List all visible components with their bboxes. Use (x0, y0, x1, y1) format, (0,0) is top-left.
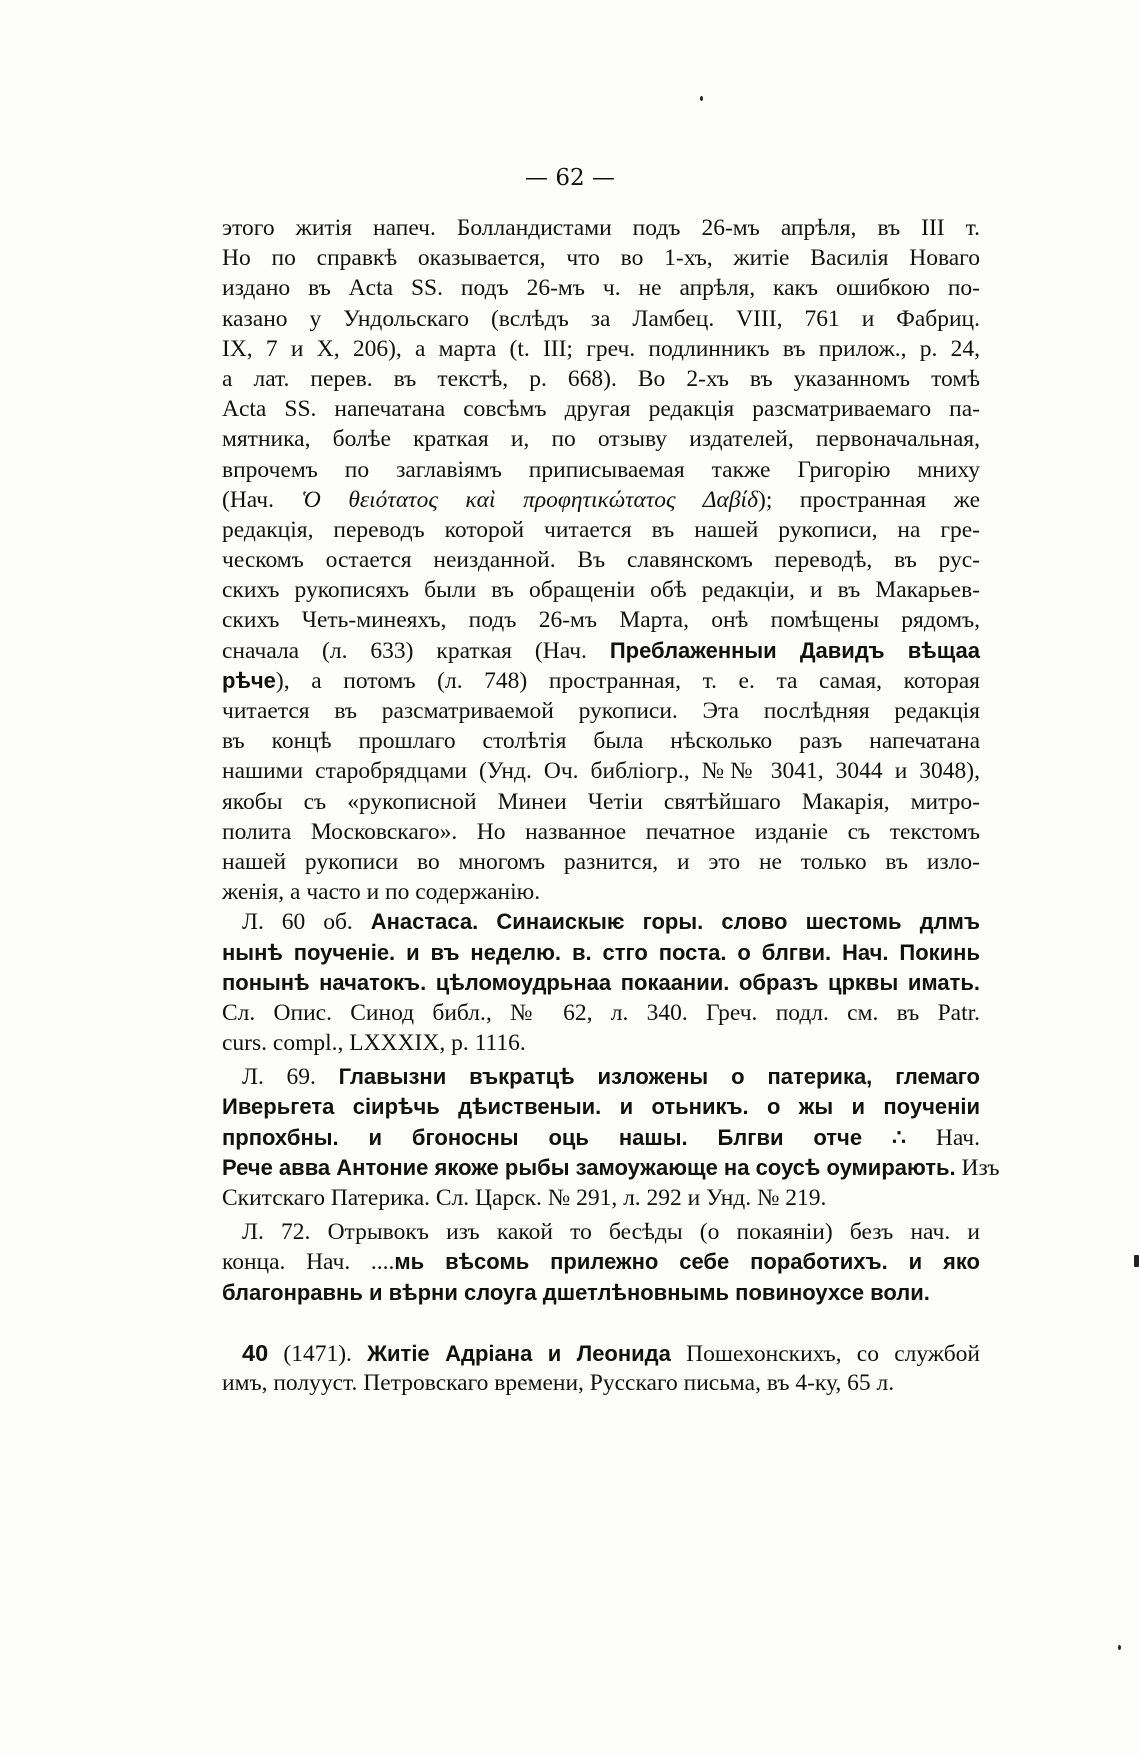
slavonic-line: благонравнь и вѣрни слоуга дшетлѣновнымь повиноухсе воли. (222, 1279, 930, 1305)
text-line: curs. compl., LXXXIX, p. 1116. (222, 1030, 526, 1057)
paragraph-4 (222, 1217, 980, 1308)
entry-number: 40 (242, 1339, 269, 1366)
text-line: скихъ Четь-минеяхъ, подъ 26-мъ Марта, онѣ помѣщены рядомъ, (222, 607, 980, 634)
entry-year: (1471). (283, 1340, 352, 1367)
spacer (222, 1308, 980, 1338)
text-line: редакція, переводъ которой читается въ нашей рукописи, на гре- (222, 516, 980, 543)
text-fragment: сначала (л. 633) краткая (Нач. (222, 637, 610, 664)
text-line (222, 1338, 980, 1368)
text-fragment: ), а потомъ (л. 748) пространная, т. е. та самая, которая (275, 667, 980, 694)
greek-quote: Ὁ θειότατος καὶ προφητικώτατος Δαβίδ (301, 486, 758, 513)
text-line: мятника, болѣе краткая и, по отзыву издателей, первоначальная, (222, 426, 980, 453)
text-fragment: ); пространная же (758, 486, 981, 513)
text-line: женія, а часто и по содержанію. (222, 879, 541, 906)
text-line: нашей рукописи во многомъ разнится, и это не только въ изло- (222, 848, 980, 875)
text-fragment: Л. 69. (242, 1064, 339, 1091)
text-line (222, 1153, 1000, 1183)
text-line: въ концѣ прошлаго столѣтія была нѣсколько разъ напечатана (222, 728, 980, 755)
text-line (222, 1062, 980, 1092)
scan-speck (1118, 1645, 1121, 1650)
text-line: Но по справкѣ оказывается, что во 1-хъ, житіе Василія Новаго (222, 245, 980, 272)
text-line: этого житія напеч. Болландистами подъ 26-мъ апрѣля, въ III т. (222, 215, 980, 241)
text-fragment: (Нач. (222, 486, 302, 513)
text-line (222, 1123, 980, 1153)
slavonic-quote: рѣче (222, 667, 276, 693)
text-line (222, 1247, 980, 1277)
slavonic-quote: Рече авва Антоние якоже рыбы замоужающе на соусѣ оумирають. (222, 1154, 956, 1180)
text-line (222, 636, 980, 666)
text-fragment: Изъ (955, 1154, 1000, 1181)
slavonic-quote: Преблаженныи Давидъ вѣщаа (609, 637, 981, 663)
text-fragment: конца. Нач. .... (222, 1249, 395, 1276)
slavonic-quote: Анастаса. Синаискыѥ горы. слово шестомь длмъ (370, 909, 980, 935)
text-line: впрочемъ по заглавіямъ приписываемая также Григорію мниху (222, 456, 980, 483)
text-line: ческомъ остается неизданной. Въ славянскомъ переводѣ, въ рус- (222, 547, 980, 574)
slavonic-quote: Главызни въкратцѣ изложены о патерика, глемаго (338, 1064, 980, 1090)
slavonic-line: понынѣ начатокъ. цѣломоудрьнаа покаании. образъ црквы имать. (222, 969, 980, 995)
text-line: полита Московскаго». Но названное печатное изданіе съ текстомъ (222, 818, 980, 845)
text-line: имъ, полууст. Петровскаго времени, Русскаго письма, въ 4-ку, 65 л. (222, 1369, 895, 1396)
text-line: а лат. перев. въ текстѣ, p. 668). Во 2-хъ въ указанномъ томѣ (222, 365, 980, 392)
slavonic-quote: мь вѣсомь прилежно себе поработихъ. и яко (394, 1249, 980, 1275)
text-line (222, 666, 980, 696)
text-fragment: Пошехонскихъ, со службой (686, 1340, 980, 1367)
text-line: нашими старобрядцами (Унд. Оч. библіогр., №№ 3041, 3044 и 3048), (222, 758, 980, 785)
catalog-entry-40 (222, 1338, 980, 1398)
text-line: Л. 72. Отрывокъ изъ какой то бесѣды (о покаяніи) безъ нач. и (242, 1219, 980, 1246)
paragraph-2 (222, 907, 980, 1058)
scan-speck (700, 96, 703, 101)
text-line: издано въ Acta SS. подъ 26-мъ ч. не апрѣля, какъ ошибкою по- (222, 275, 980, 302)
text-line: скихъ рукописяхъ были въ обращеніи обѣ редакціи, и въ Макарьев- (222, 577, 980, 604)
slavonic-quote: прпохбны. и бгоносны оць нашы. Блгви отче ∴ (222, 1124, 936, 1150)
text-line: Acta SS. напечатана совсѣмъ другая редакція разсматриваемаго па- (222, 396, 980, 423)
text-line: Сл. Опис. Синод библ., № 62, л. 340. Греч. подл. см. въ Patr. (222, 999, 980, 1026)
text-line: читается въ разсматриваемой рукописи. Эта послѣдняя редакція (222, 698, 980, 724)
text-fragment: Л. 60 об. (242, 909, 371, 936)
slavonic-line: нынѣ поученіе. и въ неделю. в. стго поста. о блгви. Нач. Покинь (222, 939, 980, 965)
page-body (222, 213, 1000, 1398)
paragraph-3 (222, 1062, 1000, 1213)
text-line (222, 485, 980, 515)
text-line: Скитскаго Патерика. Сл. Царск. № 291, л. 292 и Унд. № 219. (222, 1185, 827, 1211)
scan-speck (1134, 1255, 1139, 1267)
text-line: якобы съ «рукописной Минеи Четіи святѣйшаго Макарія, митро- (222, 788, 980, 815)
entry-title: Житіе Адріана и Леонида (367, 1340, 671, 1366)
text-fragment: Нач. (935, 1124, 980, 1151)
slavonic-line: Иверьгета сіирѣчь дѣиственыи. и отьникъ. о жы и поученіи (222, 1094, 980, 1120)
text-line: IX, 7 и X, 206), а марта (t. III; греч. подлинникъ въ прилож., p. 24, (222, 335, 980, 362)
text-line: казано у Ундольскаго (вслѣдъ за Ламбец. VIII, 761 и Фабриц. (222, 305, 980, 332)
paragraph-1 (222, 213, 980, 907)
page-number: — 62 — (525, 165, 615, 191)
text-line (222, 907, 980, 937)
